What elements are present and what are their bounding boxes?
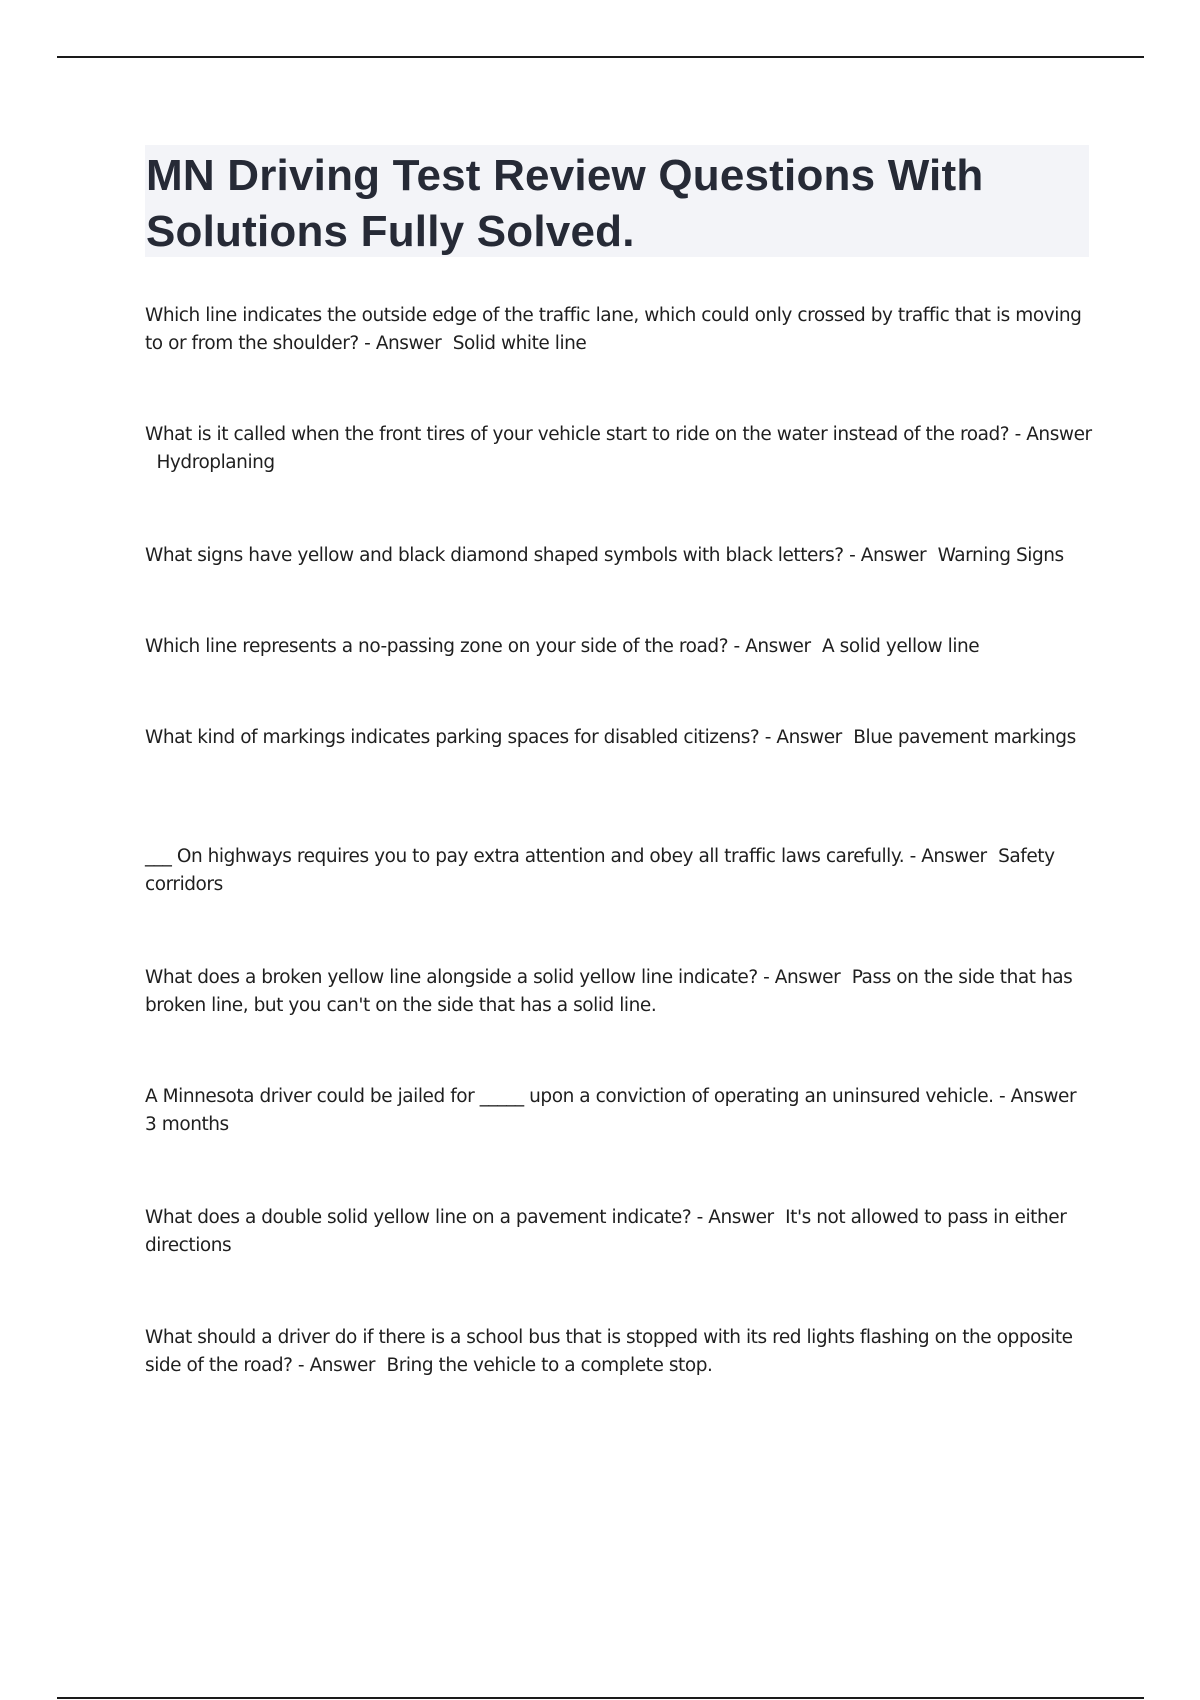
qa-item-9 — [145, 1204, 1095, 1260]
qa-item-10 — [145, 1324, 1095, 1380]
question-text: Which line represents a no-passing zone on your side of the road? - Answer — [145, 636, 811, 657]
qa-item-7 — [145, 964, 1095, 1020]
question-text: What signs have yellow and black diamond shaped symbols with black letters? - Answer — [145, 545, 927, 566]
answer-text: Blue pavement markings — [853, 727, 1076, 748]
answer-text: Hydroplaning — [156, 452, 275, 473]
bottom-rule — [57, 1697, 1144, 1699]
document-title: MN Driving Test Review Questions With Solutions Fully Solved. — [146, 151, 984, 256]
answer-text: It's not allowed to pass in either directions — [145, 1207, 1072, 1256]
question-text: ___ On highways requires you to pay extra attention and obey all traffic laws carefully. - Answer — [145, 846, 987, 867]
answer-text: Bring the vehicle to a complete stop. — [386, 1355, 713, 1376]
qa-item-2 — [145, 421, 1095, 477]
question-text: Which line indicates the outside edge of the traffic lane, which could only crossed by traffic that is moving to or from the shoulder? - Answer — [145, 305, 1087, 354]
top-rule — [57, 56, 1144, 58]
question-text: What should a driver do if there is a school bus that is stopped with its red lights flashing on the opposite side of the road? - Answer — [145, 1327, 1079, 1376]
question-text: What does a broken yellow line alongside a solid yellow line indicate? - Answer — [145, 967, 841, 988]
question-text: What does a double solid yellow line on a pavement indicate? - Answer — [145, 1207, 774, 1228]
answer-text: 3 months — [145, 1114, 229, 1135]
question-text: What kind of markings indicates parking spaces for disabled citizens? - Answer — [145, 727, 842, 748]
qa-item-3 — [145, 542, 1095, 570]
answer-text: Warning Signs — [937, 545, 1064, 566]
answer-text: Pass on the side that has broken line, but you can't on the side that has a solid line. — [145, 967, 1078, 1016]
answer-text: A solid yellow line — [822, 636, 980, 657]
qa-item-1 — [145, 302, 1095, 358]
question-text: What is it called when the front tires of your vehicle start to ride on the water instead of the road? - Answer — [145, 424, 1092, 445]
question-text: A Minnesota driver could be jailed for _____ upon a conviction of operating an uninsured vehicle. - Answer — [145, 1086, 1077, 1107]
answer-text: Solid white line — [452, 333, 587, 354]
qa-item-8 — [145, 1083, 1095, 1139]
qa-item-5 — [145, 724, 1095, 752]
answer-text: Safety corridors — [145, 846, 1061, 895]
qa-item-6 — [145, 843, 1095, 899]
qa-item-4 — [145, 633, 1095, 661]
